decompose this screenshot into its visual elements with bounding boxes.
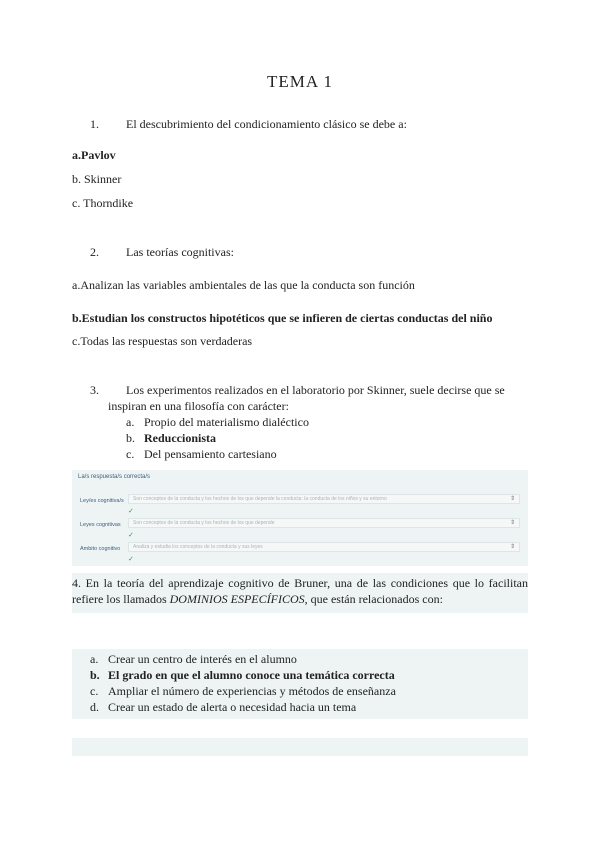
q2-option-c: c.Todas las respuestas son verdaderas xyxy=(72,334,253,348)
q3-option-b-text: Reduccionista xyxy=(144,431,216,445)
bottom-band xyxy=(72,738,528,756)
q4-option-b-letter: b. xyxy=(90,668,100,682)
q3-option-a-letter: a. xyxy=(126,415,135,429)
q3-option-c-text: Del pensamiento cartesiano xyxy=(144,447,277,461)
q3-option-a xyxy=(126,415,309,430)
select-arrows-icon: ⇕ xyxy=(509,520,515,526)
embed-row-label: Ambito cognitivo xyxy=(80,546,121,552)
question-4-text-end: , que están relacionados con: xyxy=(304,592,443,606)
q4-options xyxy=(72,651,528,715)
select-arrows-icon: ⇕ xyxy=(509,496,515,502)
checkmark-icon: ✓ xyxy=(128,556,134,563)
embed-select-field xyxy=(128,518,520,528)
q1-option-a: a.Pavlov xyxy=(72,148,116,162)
q3-option-c-letter: c. xyxy=(126,447,135,461)
embed-select-value: Son conceptos de la conducta y los hechos de los que depende xyxy=(133,520,275,526)
checkmark-icon: ✓ xyxy=(128,508,134,515)
embed-header: La/s respuesta/s correcta/s xyxy=(78,474,151,480)
q4-option-a-text: Crear un centro de interés en el alumno xyxy=(108,652,297,666)
q4-option-a xyxy=(72,651,528,667)
embed-select-field xyxy=(128,494,520,504)
q4-option-c-text: Ampliar el número de experiencias y métodos de enseñanza xyxy=(108,684,396,698)
checkmark-icon: ✓ xyxy=(128,532,134,539)
question-1 xyxy=(90,116,407,132)
embed-row xyxy=(72,516,528,542)
q3-option-b xyxy=(126,431,216,446)
q4-option-d-text: Crear un estado de alerta o necesidad hacia un tema xyxy=(108,700,357,714)
embedded-quiz-screenshot xyxy=(72,470,528,566)
q4-option-c xyxy=(72,683,528,699)
q4-option-c-letter: c. xyxy=(90,684,99,698)
question-3-text-line1: Los experimentos realizados en el laboratorio por Skinner, suele decirse que se xyxy=(126,383,505,397)
q4-option-a-letter: a. xyxy=(90,652,99,666)
embed-row xyxy=(72,492,528,518)
question-1-number: 1. xyxy=(90,117,99,131)
question-3-number: 3. xyxy=(90,383,99,397)
select-arrows-icon: ⇕ xyxy=(509,544,515,550)
page-title: TEMA 1 xyxy=(267,72,333,91)
question-2-text: Las teorías cognitivas: xyxy=(126,245,234,259)
question-4-emphasis: DOMINIOS ESPECÍFICOS xyxy=(169,592,305,606)
q4-option-d xyxy=(72,699,528,715)
embed-row-label: Leyes cognitivas xyxy=(80,522,121,528)
question-3-text-line2: inspiran en una filosofía con carácter: xyxy=(108,399,289,413)
question-2-number: 2. xyxy=(90,245,99,259)
question-4-text-start: 4. En la teoría del aprendizaje cognitivo de Bruner, una de las condiciones que lo facilitan refiere los llamados xyxy=(72,576,528,606)
q3-option-b-letter: b. xyxy=(126,431,135,445)
q2-option-a: a.Analizan las variables ambientales de las que la conducta son función xyxy=(72,278,415,292)
embed-row-label: Ley/es cognitiva/s xyxy=(80,498,124,504)
q1-option-c: c. Thorndike xyxy=(72,196,134,210)
embed-row xyxy=(72,540,528,566)
embed-select-value: Analiza y estudia los conceptos de la conducta y sus leyes xyxy=(133,544,263,550)
question-4 xyxy=(72,575,528,607)
embed-select-field xyxy=(128,542,520,552)
q3-option-c xyxy=(126,447,277,462)
question-3 xyxy=(90,382,530,414)
q3-option-a-text: Propio del materialismo dialéctico xyxy=(144,415,309,429)
q1-option-b: b. Skinner xyxy=(72,172,122,186)
question-1-text: El descubrimiento del condicionamiento clásico se debe a: xyxy=(126,117,407,131)
q4-option-d-letter: d. xyxy=(90,700,99,714)
question-2 xyxy=(90,244,234,260)
q4-option-b-text: El grado en que el alumno conoce una temática correcta xyxy=(108,668,395,682)
q4-option-b xyxy=(72,667,528,683)
q2-option-b: b.Estudian los constructos hipotéticos que se infieren de ciertas conductas del niño xyxy=(72,311,493,325)
embed-select-value: Son conceptos de la conducta y los hechos de los que depende la conducta: la conducta de los niños y su entorno xyxy=(133,496,387,502)
